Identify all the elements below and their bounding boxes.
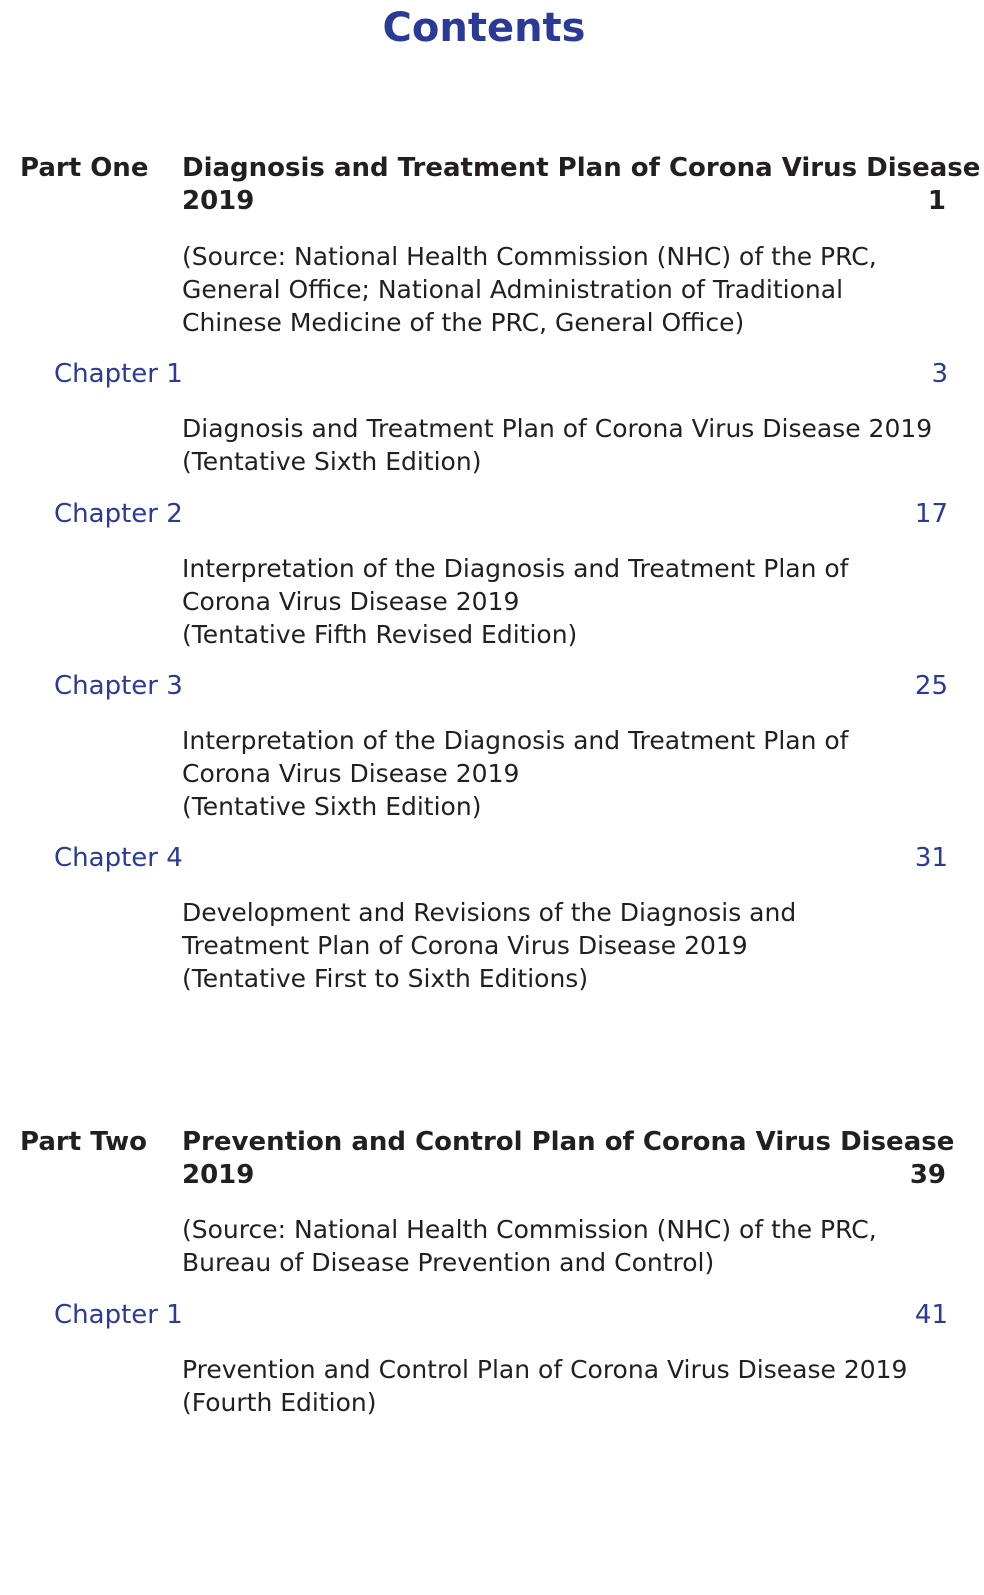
part-one-title-line: Diagnosis and Treatment Plan of Corona Virus Disease [182, 153, 981, 183]
source-line: (Source: National Health Commission (NHC) of the PRC, [182, 1215, 877, 1244]
source-line: Chinese Medicine of the PRC, General Office) [182, 308, 745, 337]
part-one-chapter-2-label[interactable]: Chapter 2 [54, 499, 183, 529]
page-title: Contents [382, 5, 586, 51]
part-one-chapter-1-label[interactable]: Chapter 1 [54, 359, 183, 389]
description-line: Interpretation of the Diagnosis and Treatment Plan of [182, 726, 849, 755]
part-two-label: Part Two [20, 1127, 147, 1157]
part-one-chapter-1-page-number[interactable]: 3 [931, 359, 948, 389]
part-two-source [182, 1213, 877, 1279]
part-two-page-number[interactable]: 39 [909, 1160, 946, 1190]
part-one-label: Part One [20, 153, 149, 183]
part-two-title[interactable] [182, 1126, 954, 1192]
part-two-chapter-1-page-number[interactable]: 41 [914, 1300, 948, 1330]
source-line: Bureau of Disease Prevention and Control) [182, 1248, 715, 1277]
part-one-chapter-3-description[interactable] [182, 724, 848, 823]
description-line: Prevention and Control Plan of Corona Virus Disease 2019 [182, 1355, 908, 1384]
description-line: (Tentative Sixth Edition) [182, 447, 482, 476]
part-one-source [182, 240, 877, 339]
part-two-chapter-1-description[interactable] [182, 1353, 907, 1419]
part-one-chapter-3-label[interactable]: Chapter 3 [54, 671, 183, 701]
description-line: (Tentative Fifth Revised Edition) [182, 620, 578, 649]
part-one-chapter-4-label[interactable]: Chapter 4 [54, 843, 183, 873]
part-two-title-line: 2019 [182, 1160, 255, 1190]
part-one-title[interactable] [182, 152, 980, 218]
part-one-chapter-1-description[interactable] [182, 412, 932, 478]
description-line: Diagnosis and Treatment Plan of Corona Virus Disease 2019 [182, 414, 933, 443]
source-line: General Office; National Administration of Traditional [182, 275, 844, 304]
part-one-chapter-2-description[interactable] [182, 552, 848, 651]
description-line: Treatment Plan of Corona Virus Disease 2019 [182, 931, 748, 960]
part-one-chapter-4-page-number[interactable]: 31 [914, 843, 948, 873]
part-one-chapter-2-page-number[interactable]: 17 [914, 499, 948, 529]
part-two-title-line: Prevention and Control Plan of Corona Virus Disease [182, 1127, 955, 1157]
description-line: (Fourth Edition) [182, 1388, 377, 1417]
description-line: Interpretation of the Diagnosis and Treatment Plan of [182, 554, 849, 583]
source-line: (Source: National Health Commission (NHC) of the PRC, [182, 242, 877, 271]
part-one-title-line: 2019 [182, 186, 255, 216]
part-one-chapter-3-page-number[interactable]: 25 [914, 671, 948, 701]
description-line: Corona Virus Disease 2019 [182, 759, 520, 788]
description-line: (Tentative First to Sixth Editions) [182, 964, 589, 993]
part-one-page-number[interactable]: 1 [927, 186, 946, 216]
part-two-chapter-1-label[interactable]: Chapter 1 [54, 1300, 183, 1330]
description-line: Corona Virus Disease 2019 [182, 587, 520, 616]
description-line: (Tentative Sixth Edition) [182, 792, 482, 821]
part-one-chapter-4-description[interactable] [182, 896, 796, 995]
description-line: Development and Revisions of the Diagnosis and [182, 898, 797, 927]
